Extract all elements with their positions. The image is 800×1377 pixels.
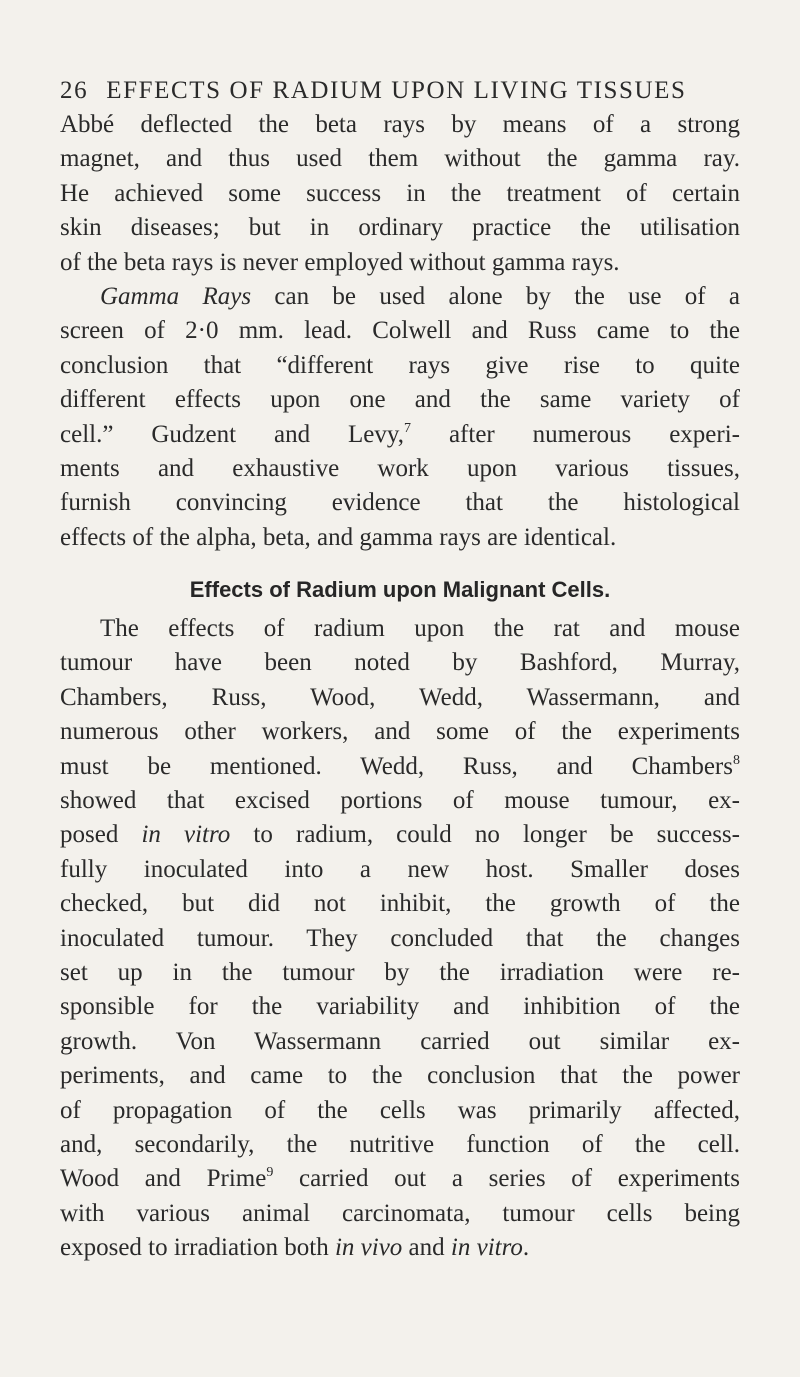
text-line: fully inoculated into a new host. Smaller doses [60, 855, 740, 883]
footnote-ref: 7 [404, 420, 412, 436]
text-line: posed in vitro to radium, could no longer be success- [60, 821, 740, 849]
text-line: must be mentioned. Wedd, Russ, and Chambers$^8$ [60, 752, 740, 780]
text-line: The effects of radium upon the rat and mouse [100, 615, 740, 643]
italic-term: Gamma Rays [100, 282, 252, 310]
text-line: cell.” Gudzent and Levy,$^7$ after numerous experi- [60, 420, 740, 448]
text-line: periments, and came to the conclusion that the power [60, 1062, 740, 1090]
text-line: and, secondarily, the nutritive function of the cell. [60, 1130, 740, 1158]
text-line: checked, but did not inhibit, the growth of the [60, 890, 740, 918]
text-line: furnish convincing evidence that the histological [60, 489, 740, 517]
text-line: different effects upon one and the same variety of [60, 386, 740, 414]
text-line: of the beta rays is never employed without gamma rays. [60, 248, 620, 276]
text-line: of propagation of the cells was primarily affected, [60, 1096, 740, 1124]
italic-term: in vivo [334, 1234, 403, 1262]
text-line: skin diseases; but in ordinary practice the utilisation [60, 214, 740, 242]
body-text [60, 108, 740, 1266]
text-line: exposed to irradiation both in vivo and in vitro. [60, 1234, 530, 1262]
text-line: numerous other workers, and some of the experiments [60, 718, 740, 746]
text-line: Wood and Prime$^9$ carried out a series of experiments [60, 1165, 740, 1193]
text-line: ments and exhaustive work upon various tissues, [60, 454, 740, 482]
text-line: set up in the tumour by the irradiation were re- [60, 958, 740, 986]
text-line: Chambers, Russ, Wood, Wedd, Wassermann, and [60, 683, 740, 711]
text-line: conclusion that “different rays give rise to quite [60, 351, 740, 379]
text-line: showed that excised portions of mouse tumour, ex- [60, 787, 740, 815]
footnote-ref: 9 [266, 1165, 274, 1181]
text-line: magnet, and thus used them without the gamma ray. [60, 145, 740, 173]
text-line: effects of the alpha, beta, and gamma rays are identical. [60, 523, 617, 551]
section-heading: Effects of Radium upon Malignant Cells. [189, 577, 611, 603]
text-line: Abbé deflected the beta rays by means of a strong [60, 111, 740, 138]
text-line: He achieved some success in the treatment of certain [60, 179, 740, 207]
running-header [60, 74, 760, 108]
text-line: inoculated tumour. They concluded that the changes [60, 924, 740, 952]
text-line: with various animal carcinomata, tumour cells being [60, 1199, 740, 1227]
running-title: EFFECTS OF RADIUM UPON LIVING TISSUES [106, 77, 687, 104]
italic-term: in vitro [141, 821, 231, 849]
footnote-ref: 8 [733, 752, 740, 768]
text-line: screen of 2·0 mm. lead. Colwell and Russ came to the [60, 317, 740, 345]
italic-term: in vitro [450, 1234, 523, 1262]
text-line: tumour have been noted by Bashford, Murray, [60, 649, 740, 677]
text-line: sponsible for the variability and inhibition of the [60, 993, 740, 1021]
page-number: 26 [60, 77, 89, 104]
text-line: Gamma Rays can be used alone by the use of a [100, 282, 740, 310]
text-line: growth. Von Wassermann carried out similar ex- [60, 1027, 740, 1055]
